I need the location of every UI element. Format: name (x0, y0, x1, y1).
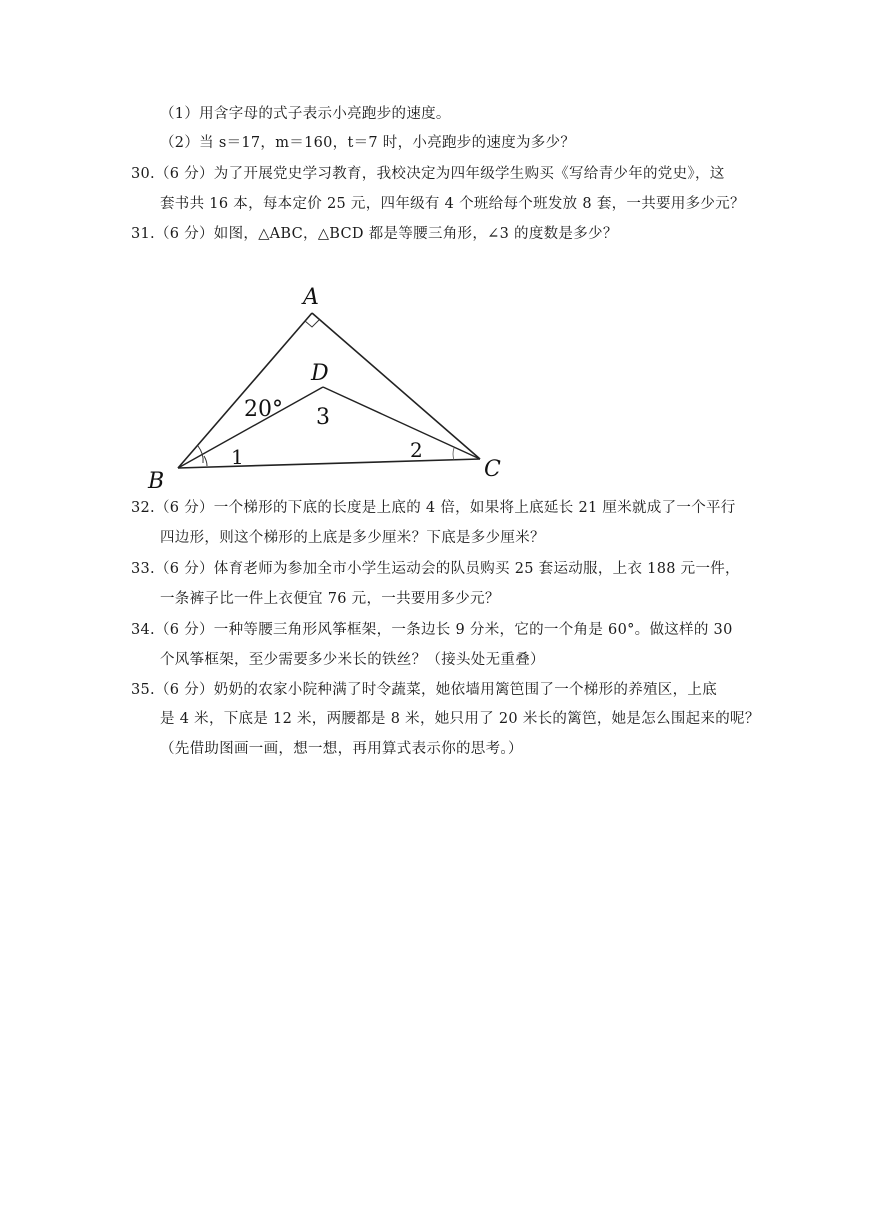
q33-line2: 一条裤子比一件上衣便宜 76 元，一共要用多少元？ (160, 591, 500, 607)
side-dc (323, 387, 480, 459)
q32-line2: 四边形，则这个梯形的上底是多少厘米？下底是多少厘米？ (160, 530, 545, 546)
q34-line2: 个风筝框架，至少需要多少米长的铁丝？（接头处无重叠） (160, 652, 545, 668)
angle-2-label: 2 (410, 438, 423, 462)
vertex-b-label: B (148, 469, 165, 494)
triangle-diagram (140, 270, 540, 495)
q35-line1: 35.（6 分）奶奶的农家小院种满了时令蔬菜，她依墙用篱笆围了一个梯形的养殖区，上底 (131, 682, 717, 698)
q35-line2: 是 4 米，下底是 12 米，两腰都是 8 米，她只用了 20 米长的篱笆，她是怎么围起来的呢？ (160, 711, 760, 727)
vertex-c-label: C (484, 457, 501, 482)
vertex-a-label: A (303, 285, 319, 310)
angle-arc-b-lower (204, 456, 207, 466)
side-ab (178, 313, 312, 468)
q30-line1: 30.（6 分）为了开展党史学习教育，我校决定为四年级学生购买《写给青少年的党史》，这 (131, 166, 725, 182)
q31-line1: 31.（6 分）如图，△ABC，△BCD 都是等腰三角形，∠3 的度数是多少？ (131, 226, 618, 242)
q32-line1: 32.（6 分）一个梯形的下底的长度是上底的 4 倍，如果将上底延长 21 厘米就成了一个平行 (131, 500, 736, 516)
angle-arc-b-upper (198, 446, 203, 463)
angle-arc-c (453, 448, 454, 460)
angle-3-label: 3 (316, 405, 330, 430)
q33-line1: 33.（6 分）体育老师为参加全市小学生运动会的队员购买 25 套运动服，上衣 188 元一件， (131, 561, 740, 577)
side-ac (312, 313, 480, 459)
q30-line2: 套书共 16 本，每本定价 25 元，四年级有 4 个班给每个班发放 8 套，一共要用多少元？ (160, 196, 745, 212)
q29-sub2: （2）当 s＝17，m＝160，t＝7 时，小亮跑步的速度为多少？ (160, 135, 576, 151)
q34-line1: 34.（6 分）一种等腰三角形风筝框架，一条边长 9 分米，它的一个角是 60°。做这样的 30 (131, 622, 733, 638)
angle-20-label: 20° (244, 397, 283, 422)
q35-line3: （先借助图画一画，想一想，再用算式表示你的思考。） (160, 741, 523, 757)
vertex-d-label: D (311, 361, 329, 386)
angle-1-label: 1 (231, 445, 244, 469)
side-bc (178, 459, 480, 468)
triangle-figure (140, 270, 540, 495)
q29-sub1: （1）用含字母的式子表示小亮跑步的速度。 (160, 106, 451, 122)
right-angle-mark (305, 320, 319, 327)
